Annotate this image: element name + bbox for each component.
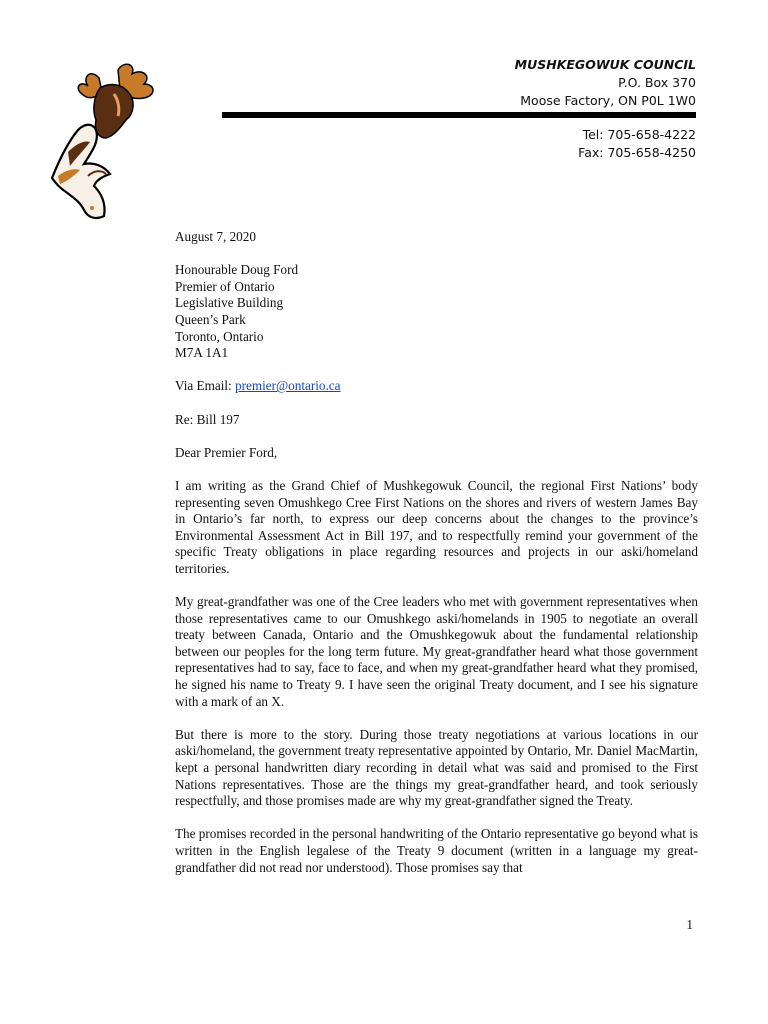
recipient-line: Premier of Ontario: [175, 278, 275, 294]
paragraph: I am writing as the Grand Chief of Mushkegowuk Council, the regional First Nations’ body representing seven Omushkego Cree First Nations on the shores and rivers of western James Bay in Ontario’s far north, to express our deep concerns about the changes to the province’s Environmental Assessment Act in Bill 197, and to respectfully remind your government of the specific Treaty obligations in place regarding resources and projects in our aski/homeland territories.: [175, 477, 698, 576]
paragraph: My great-grandfather was one of the Cree leaders who met with government representatives when those representatives came to our Omushkego aski/homelands in 1905 to negotiate an overall treaty between Canada, Ontario and the Omushkegowuk about the fundamental relationship between our peoples for the long term future. My great-grandfather heard what those government representatives had to say, face to face, and when my great-grandfather heard what they promised, he signed his name to Treaty 9. I have seen the original Treaty document, and I see his signature with a mark of an X.: [175, 594, 698, 709]
via-email-label: Via Email:: [175, 378, 235, 394]
letterhead-rule: [222, 112, 696, 118]
paragraph: But there is more to the story. During those treaty negotiations at various locations in our aski/homeland, the government treaty representative appointed by Ontario, Mr. Daniel MacMartin, kept a personal handwritten diary recording in detail what was said and promised to the First Nations representatives. Those are the things my great-grandfather heard, and took seriously respectfully, and those promises made are why my great-grandfather signed the Treaty.: [175, 726, 698, 809]
contact-info: [456, 126, 696, 162]
page-number: 1: [686, 917, 693, 932]
po-box: P.O. Box 370: [618, 75, 696, 90]
email-link[interactable]: premier@ontario.ca: [235, 378, 341, 394]
via-email-line: [175, 378, 698, 395]
moose-logo-icon: [44, 58, 172, 226]
subject-line: Re: Bill 197: [175, 411, 240, 427]
organization-name: MUSHKEGOWUK COUNCIL: [514, 57, 696, 72]
recipient-block: [175, 262, 698, 362]
letterhead: [336, 56, 696, 110]
recipient-line: M7A 1A1: [175, 345, 229, 361]
recipient-line: Toronto, Ontario: [175, 328, 264, 344]
telephone: Tel: 705-658-4222: [582, 127, 696, 142]
recipient-line: Queen’s Park: [175, 311, 246, 327]
fax: Fax: 705-658-4250: [578, 145, 696, 160]
recipient-line: Legislative Building: [175, 295, 284, 311]
letter-date: August 7, 2020: [175, 229, 256, 244]
city-address: Moose Factory, ON P0L 1W0: [520, 93, 696, 108]
letter-body: [175, 229, 698, 876]
recipient-line: Honourable Doug Ford: [175, 262, 299, 278]
paragraph: The promises recorded in the personal handwriting of the Ontario representative go beyond what is written in the English legalese of the Treaty 9 document (written in a language my great-grandfather did not read nor understood). Those promises say that: [175, 826, 698, 875]
salutation: Dear Premier Ford,: [175, 444, 278, 460]
